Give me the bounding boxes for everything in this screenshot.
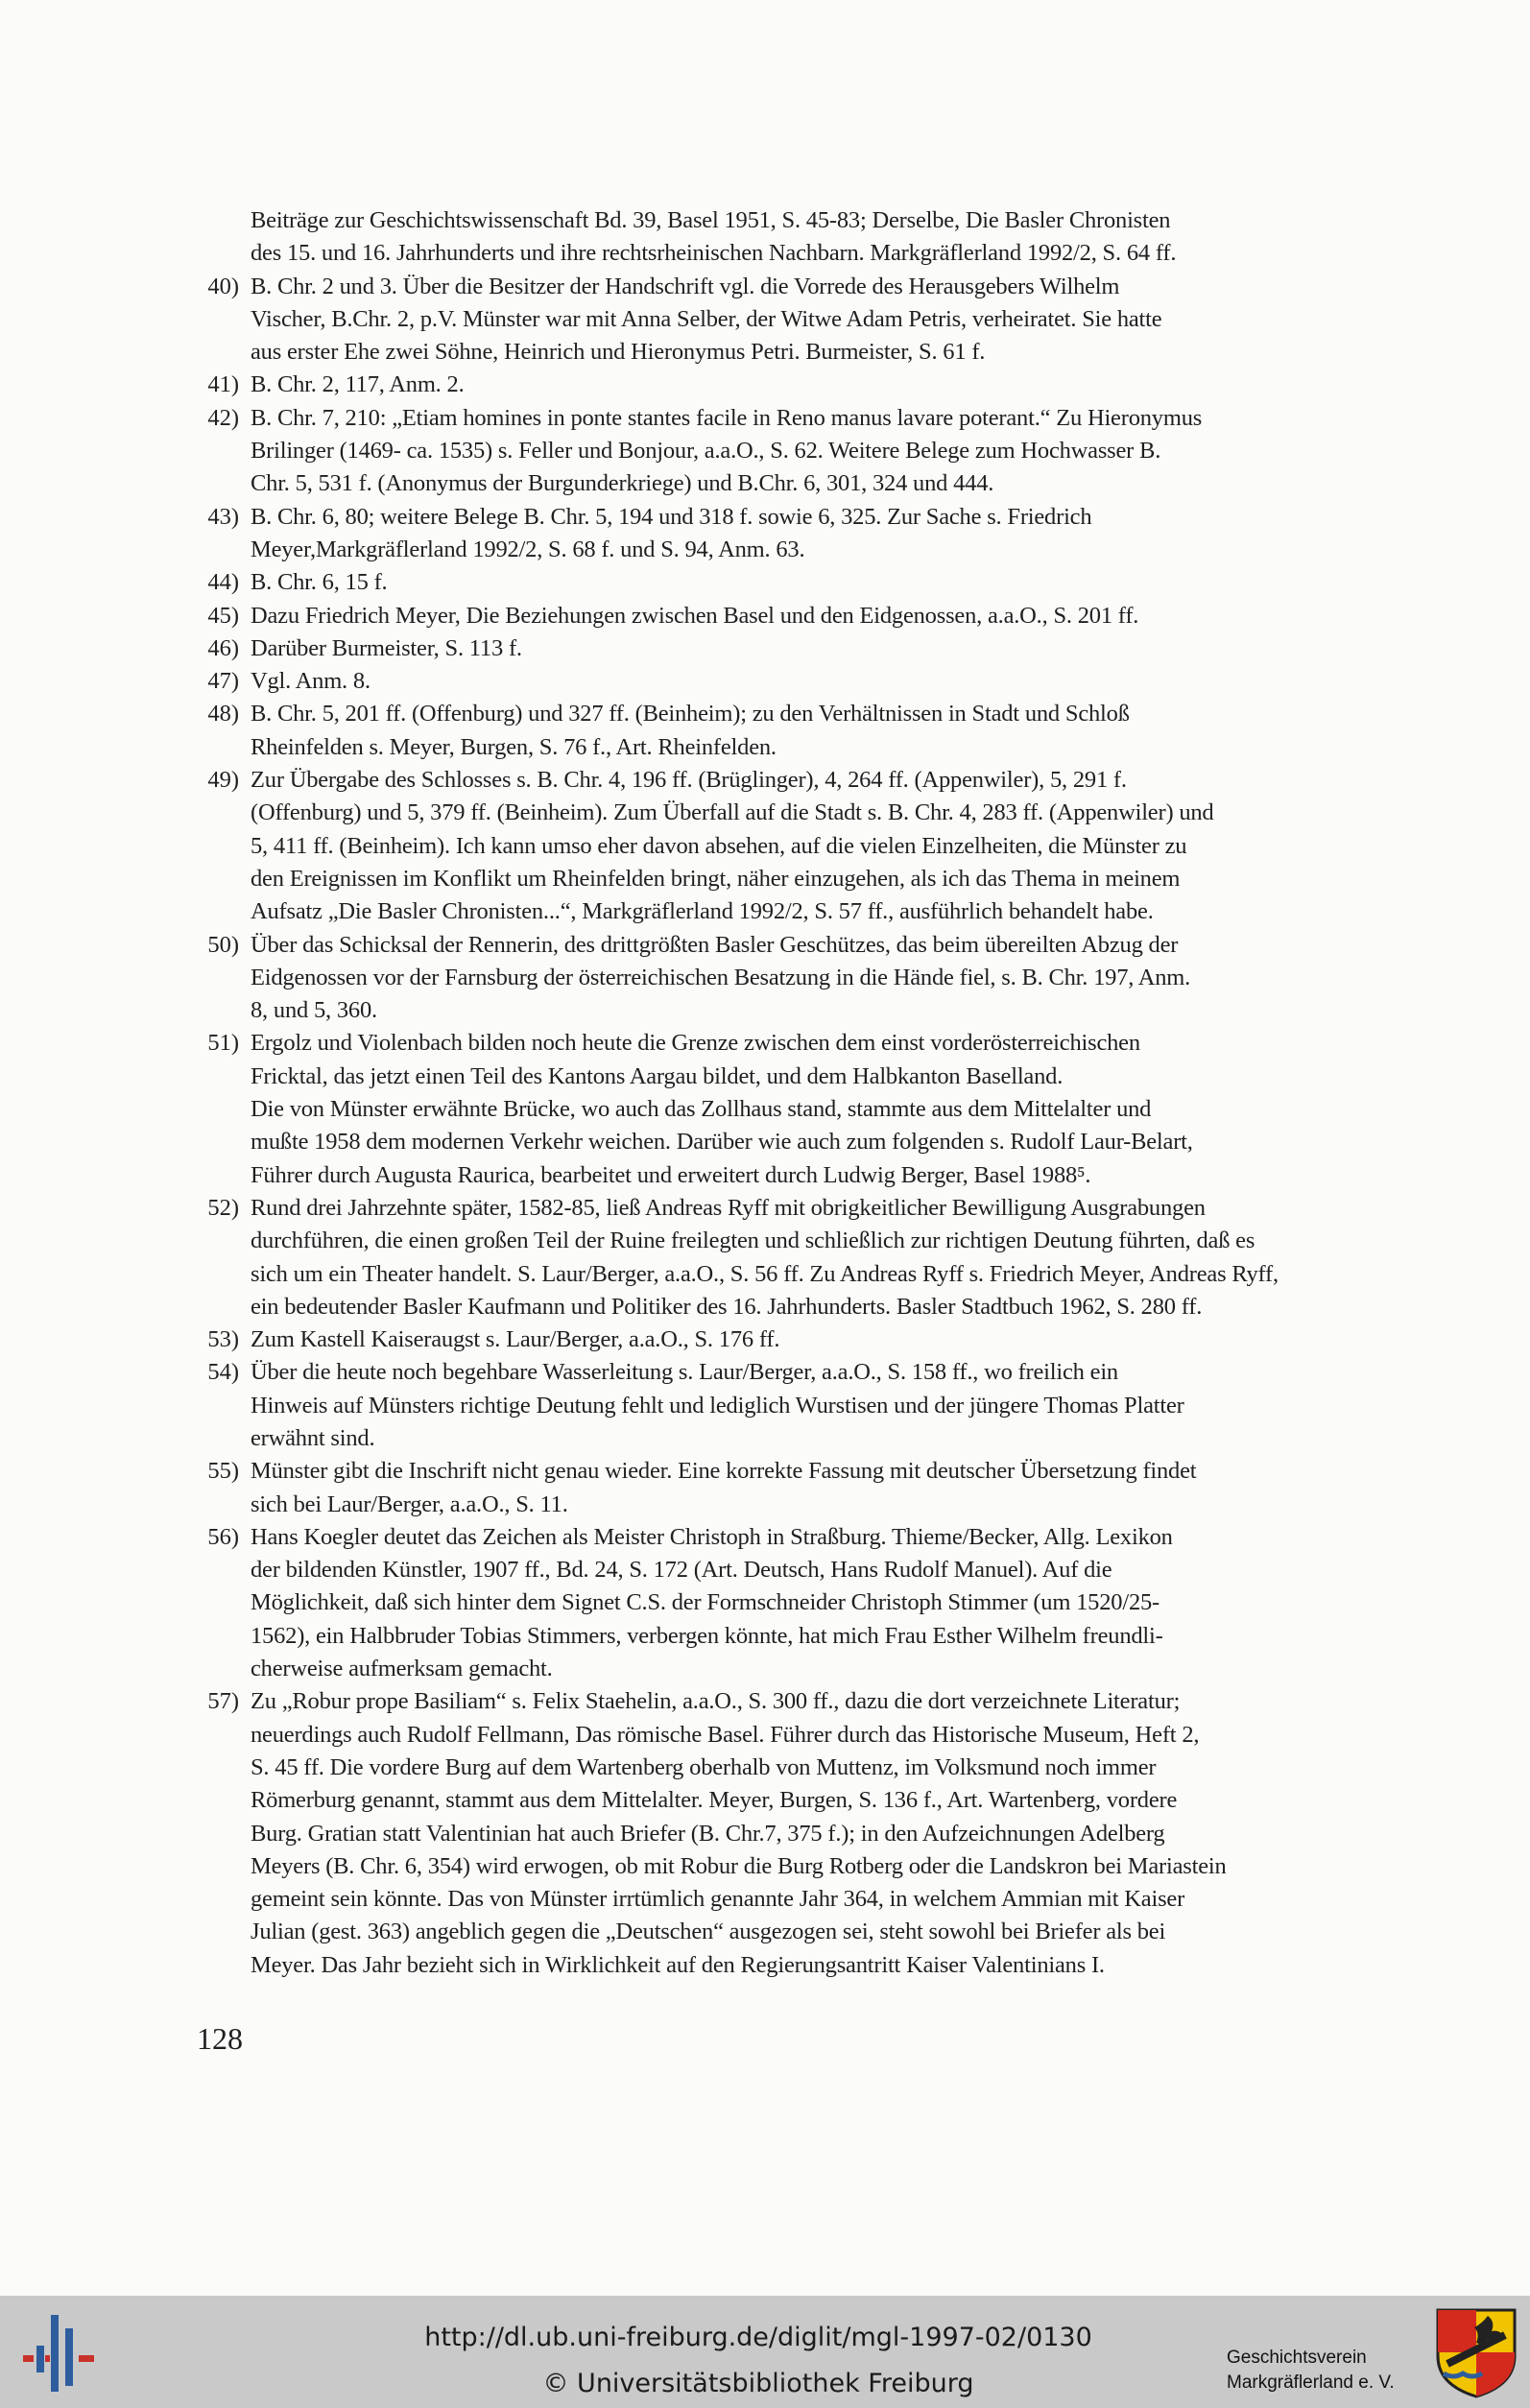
footnote-number: 50) — [207, 931, 239, 958]
footnote-line: B. Chr. 2 und 3. Über die Besitzer der Handschrift vgl. die Vorrede des Herausgebers Wilhelm — [251, 273, 1120, 299]
footnote-number: 54) — [207, 1359, 239, 1386]
footnote — [197, 1521, 1331, 1685]
footnote — [197, 1192, 1331, 1323]
footnote-line: Münster gibt die Inschrift nicht genau wieder. Eine korrekte Fassung mit deutscher Übersetzung findet — [251, 1458, 1197, 1485]
footnote-number: 55) — [207, 1458, 239, 1485]
footnote-text — [251, 665, 1331, 698]
footnote-line: sich bei Laur/Berger, a.a.O., S. 11. — [251, 1490, 568, 1517]
footnote-number: 53) — [207, 1326, 239, 1353]
copyright-text: © Universitätsbibliothek Freiburg — [542, 2369, 974, 2398]
footnote-line: B. Chr. 6, 80; weitere Belege B. Chr. 5, 194 und 318 f. sowie 6, 325. Zur Sache s. Friedrich — [251, 503, 1092, 530]
footnote — [197, 764, 1331, 928]
footnote-line: Rund drei Jahrzehnte später, 1582-85, ließ Andreas Ryff mit obrigkeitlicher Bewilligung Ausgrabungen — [251, 1194, 1206, 1221]
footnote — [197, 1027, 1331, 1191]
footnote-line: Eidgenossen vor der Farnsburg der österreichischen Besatzung in die Hände fiel, s. B. Chr. 197, Anm. — [251, 964, 1191, 990]
footnote-line: Burg. Gratian statt Valentinian hat auch Briefer (B. Chr.7, 375 f.); in den Aufzeichnungen Adelberg — [251, 1820, 1165, 1847]
society-name-line2: Markgräflerland e. V. — [1227, 2372, 1395, 2393]
footnote-number: 40) — [207, 273, 239, 299]
footnote-number: 52) — [207, 1194, 239, 1221]
footnote-number: 42) — [207, 404, 239, 431]
footnote-number: 56) — [207, 1523, 239, 1550]
footnote-line: Über die heute noch begehbare Wasserleitung s. Laur/Berger, a.a.O., S. 158 ff., wo freilich ein — [251, 1359, 1118, 1386]
footnote-line: Hans Koegler deutet das Zeichen als Meister Christoph in Straßburg. Thieme/Becker, Allg. Lexikon — [251, 1523, 1173, 1550]
footnote-line: mußte 1958 dem modernen Verkehr weichen. Darüber wie auch zum folgenden s. Rudolf Laur-Belart, — [251, 1129, 1193, 1156]
footnote-line: Rheinfelden s. Meyer, Burgen, S. 76 f., Art. Rheinfelden. — [251, 733, 777, 760]
footnote-line: Möglichkeit, daß sich hinter dem Signet C.S. der Formschneider Christoph Stimmer (um 1520/25- — [251, 1589, 1159, 1616]
footnote-line: Römerburg genannt, stammt aus dem Mittelalter. Meyer, Burgen, S. 136 f., Art. Wartenberg, vordere — [251, 1787, 1178, 1814]
footnote-line: cherweise aufmerksam gemacht. — [251, 1656, 553, 1682]
footnote-line: Vischer, B.Chr. 2, p.V. Münster war mit Anna Selber, der Witwe Adam Petris, verheiratet. Sie hatte — [251, 305, 1162, 332]
footnote-number: 47) — [207, 668, 239, 695]
footnote-line: Chr. 5, 531 f. (Anonymus der Burgunderkriege) und B.Chr. 6, 301, 324 und 444. — [251, 470, 994, 497]
footnote-number: 44) — [207, 569, 239, 596]
footnote-text — [251, 204, 1331, 271]
footnote-line: S. 45 ff. Die vordere Burg auf dem Wartenberg oberhalb von Muttenz, im Volksmund noch immer — [251, 1753, 1157, 1780]
footnote-line: Über das Schicksal der Rennerin, des drittgrößten Basler Geschützes, das beim übereilten Abzug der — [251, 931, 1179, 958]
footnote-line: den Ereignissen im Konflikt um Rheinfelden bringt, näher einzugehen, als ich das Thema in meinem — [251, 865, 1181, 892]
footnote-line: Meyer. Das Jahr bezieht sich in Wirklichkeit auf den Regierungsantritt Kaiser Valentinians I. — [251, 1951, 1105, 1978]
footnote-line: Meyers (B. Chr. 6, 354) wird erwogen, ob mit Robur die Burg Rotberg oder die Landskron bei Mariastein — [251, 1852, 1227, 1879]
footnote-number: 43) — [207, 503, 239, 530]
footnote-line: sich um ein Theater handelt. S. Laur/Berger, a.a.O., S. 56 ff. Zu Andreas Ryff s. Friedrich Meyer, Andreas Ryff, — [251, 1260, 1279, 1287]
footnote-number: 49) — [207, 767, 239, 794]
footnote-line: Hinweis auf Münsters richtige Deutung fehlt und lediglich Wurstisen und der jüngere Thomas Platter — [251, 1392, 1184, 1419]
footnote-number: 51) — [207, 1030, 239, 1057]
footnote-line: B. Chr. 2, 117, Anm. 2. — [251, 371, 465, 398]
footnote-line: ein bedeutender Basler Kaufmann und Politiker des 16. Jahrhunderts. Basler Stadtbuch 1962, S. 280 ff. — [251, 1293, 1203, 1320]
footnote — [197, 929, 1331, 1028]
footnote — [197, 1455, 1331, 1521]
footnote-line: erwähnt sind. — [251, 1424, 375, 1451]
footnote-text — [251, 271, 1331, 370]
footnote-line: Führer durch Augusta Raurica, bearbeitet und erweitert durch Ludwig Berger, Basel 1988⁵. — [251, 1161, 1091, 1188]
footnote-line: Zur Übergabe des Schlosses s. B. Chr. 4, 196 ff. (Brüglinger), 4, 264 ff. (Appenwiler), 5, 291 f. — [251, 767, 1127, 794]
footnote-line: aus erster Ehe zwei Söhne, Heinrich und Hieronymus Petri. Burmeister, S. 61 f. — [251, 339, 986, 366]
footnote — [197, 566, 1331, 599]
footnote-line: des 15. und 16. Jahrhunderts und ihre rechtsrheinischen Nachbarn. Markgräflerland 1992/2, S. 64 ff. — [251, 240, 1177, 267]
footnote-text — [251, 402, 1331, 501]
footnote — [197, 402, 1331, 501]
footnote-line: der bildenden Künstler, 1907 ff., Bd. 24, S. 172 (Art. Deutsch, Hans Rudolf Manuel). Auf die — [251, 1557, 1112, 1584]
footnote — [197, 369, 1331, 401]
footnote-line: durchführen, die einen großen Teil der Ruine freilegten und schließlich zur richtigen Deutung führten, daß es — [251, 1228, 1255, 1254]
footnote-line: Julian (gest. 363) angeblich gegen die „Deutschen“ ausgezogen sei, steht sowohl bei Briefer als bei — [251, 1919, 1166, 1945]
footnote-line: Aufsatz „Die Basler Chronisten...“, Markgräflerland 1992/2, S. 57 ff., ausführlich behandelt habe. — [251, 898, 1154, 925]
footnote-number: 48) — [207, 701, 239, 727]
footnote-line: gemeint sein könnte. Das von Münster irrtümlich genannte Jahr 364, in welchem Ammian mit Kaiser — [251, 1886, 1185, 1913]
footnote-text — [251, 1323, 1331, 1356]
coat-of-arms-icon — [1434, 2306, 1518, 2398]
footnote — [197, 501, 1331, 567]
footnote-line: B. Chr. 7, 210: „Etiam homines in ponte stantes facile in Reno manus lavare poterant.“ Zu Hieronymus — [251, 404, 1203, 431]
footnote-text — [251, 698, 1331, 764]
footnote-line: Zu „Robur prope Basiliam“ s. Felix Staehelin, a.a.O., S. 300 ff., dazu die dort verzeichnete Literatur; — [251, 1688, 1181, 1715]
footnote-line: Die von Münster erwähnte Brücke, wo auch das Zollhaus stand, stammte aus dem Mittelalter und — [251, 1096, 1152, 1123]
footnote-text — [251, 929, 1331, 1028]
footnote — [197, 204, 1331, 271]
footnote-line: 5, 411 ff. (Beinheim). Ich kann umso eher davon absehen, auf die vielen Einzelheiten, die Münster zu — [251, 832, 1187, 859]
footnote-line: Ergolz und Violenbach bilden noch heute die Grenze zwischen dem einst vorderösterreichischen — [251, 1030, 1140, 1057]
footnote-text — [251, 369, 1331, 401]
page-number: 128 — [197, 2021, 243, 2056]
footnote-line: Dazu Friedrich Meyer, Die Beziehungen zwischen Basel und den Eidgenossen, a.a.O., S. 201 ff. — [251, 602, 1139, 629]
footnote-number: 57) — [207, 1688, 239, 1715]
footnote-text — [251, 632, 1331, 665]
footnote — [197, 698, 1331, 764]
footnote-number: 46) — [207, 634, 239, 661]
footnote-line: Fricktal, das jetzt einen Teil des Kantons Aargau bildet, und dem Halbkanton Baselland. — [251, 1062, 1064, 1089]
footnote-line: 1562), ein Halbbruder Tobias Stimmers, verbergen könnte, hat mich Frau Esther Wilhelm freundli- — [251, 1622, 1163, 1649]
footnote — [197, 1685, 1331, 1982]
footnote-line: Darüber Burmeister, S. 113 f. — [251, 634, 522, 661]
footnote — [197, 1356, 1331, 1455]
footnote — [197, 600, 1331, 632]
footnote-line: B. Chr. 6, 15 f. — [251, 569, 388, 596]
footnote-line: Vgl. Anm. 8. — [251, 668, 371, 695]
footnote — [197, 665, 1331, 698]
footnote-line: (Offenburg) und 5, 379 ff. (Beinheim). Zum Überfall auf die Stadt s. B. Chr. 4, 283 ff. (Appenwiler) und — [251, 799, 1214, 826]
footnote — [197, 1323, 1331, 1356]
footnote-text — [251, 1455, 1331, 1521]
footnote — [197, 632, 1331, 665]
footnote — [197, 271, 1331, 370]
footnote-text — [251, 566, 1331, 599]
permalink-url[interactable]: http://dl.ub.uni-freiburg.de/diglit/mgl-1997-02/0130 — [424, 2323, 1092, 2352]
footnote-line: Beiträge zur Geschichtswissenschaft Bd. 39, Basel 1951, S. 45-83; Derselbe, Die Basler Chronisten — [251, 207, 1171, 233]
footnote-line: neuerdings auch Rudolf Fellmann, Das römische Basel. Führer durch das Historische Museum, Heft 2, — [251, 1721, 1200, 1748]
footnotes-list — [197, 204, 1331, 1982]
footnote-text — [251, 1685, 1331, 1982]
footnote-text — [251, 1521, 1331, 1685]
footnote-text — [251, 764, 1331, 928]
footnote-text — [251, 1356, 1331, 1455]
footnote-number: 41) — [207, 371, 239, 398]
footnote-line: Zum Kastell Kaiseraugst s. Laur/Berger, a.a.O., S. 176 ff. — [251, 1326, 780, 1353]
footnote-line: 8, und 5, 360. — [251, 997, 377, 1024]
footnote-text — [251, 501, 1331, 567]
footnote-line: Brilinger (1469- ca. 1535) s. Feller und Bonjour, a.a.O., S. 62. Weitere Belege zum Hochwasser B. — [251, 438, 1161, 465]
footnote-line: Meyer,Markgräflerland 1992/2, S. 68 f. und S. 94, Anm. 63. — [251, 536, 805, 562]
footnote-text — [251, 1192, 1331, 1323]
ub-freiburg-logo-icon[interactable] — [19, 2307, 100, 2398]
society-name-line1: Geschichtsverein — [1227, 2348, 1367, 2368]
footnote-number: 45) — [207, 602, 239, 629]
footnote-text — [251, 1027, 1331, 1191]
footnote-line: B. Chr. 5, 201 ff. (Offenburg) und 327 ff. (Beinheim); zu den Verhältnissen in Stadt und Schloß — [251, 701, 1130, 727]
footnote-text — [251, 600, 1331, 632]
